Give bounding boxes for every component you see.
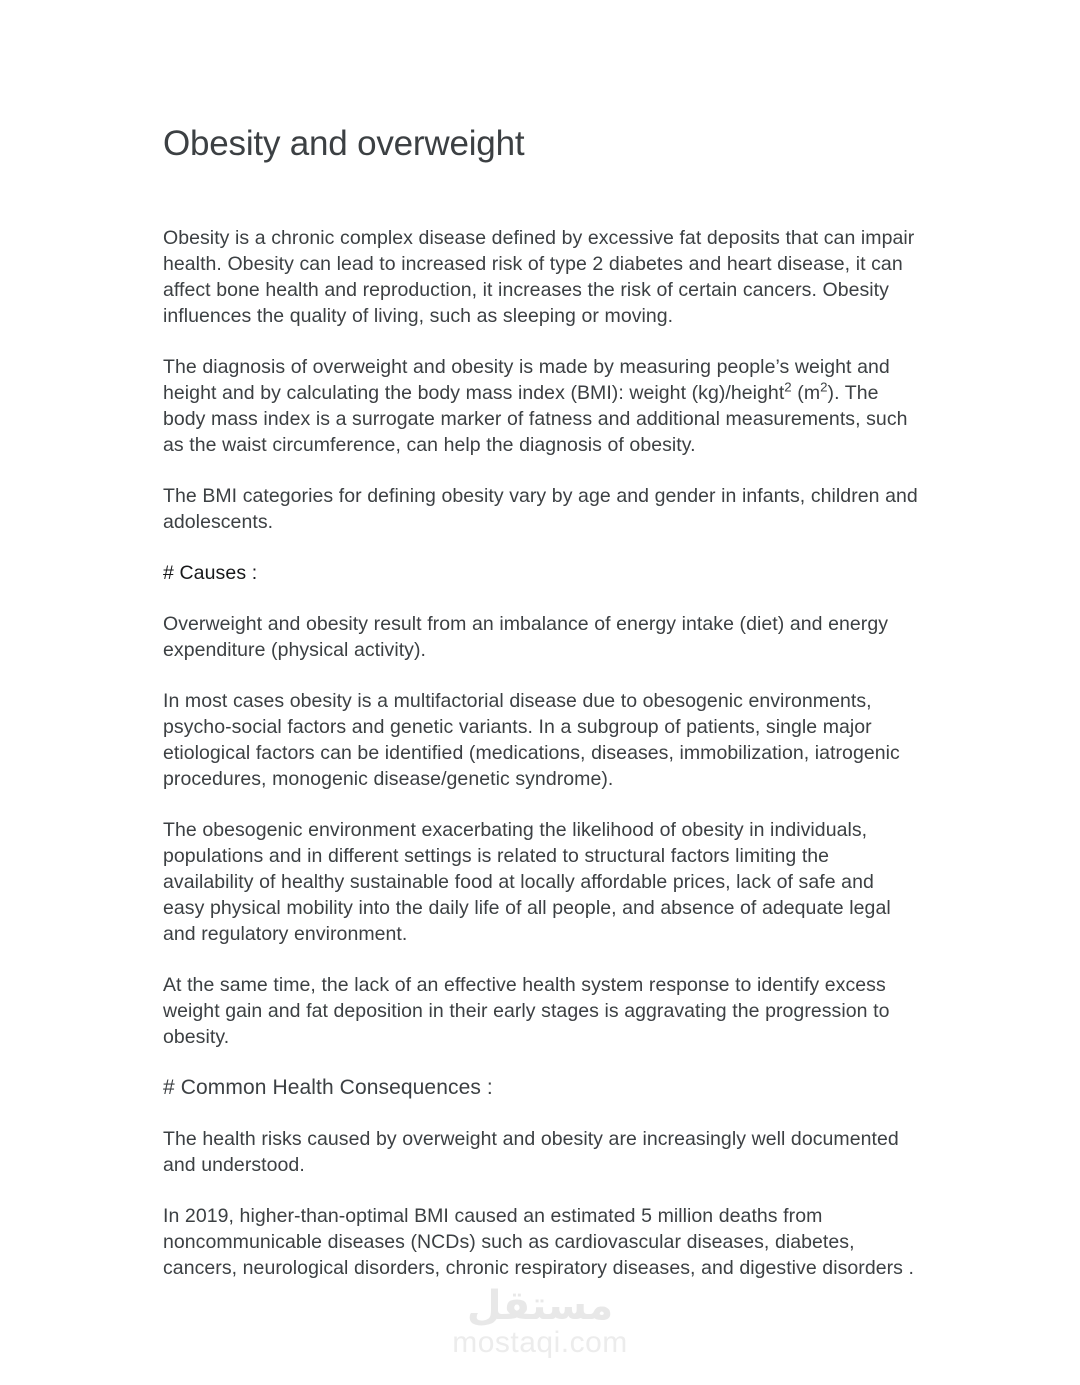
paragraph-definition: Obesity is a chronic complex disease defined by excessive fat deposits that can impair health. Obesity can lead to increased risk of type 2 diabetes and heart disease, it can affect bone health and reproduction, it increases the risk of certain cancers. Obesity influences the quality of living, such as sleeping or moving.: [163, 227, 915, 327]
document-body: [163, 225, 920, 1281]
paragraph-2019-deaths: In 2019, higher-than-optimal BMI caused an estimated 5 million deaths from noncommunicable diseases (NCDs) such as cardiovascular diseases, diabetes, cancers, neurological disorders, chronic respiratory diseases, and digestive disorders .: [163, 1205, 914, 1279]
watermark: [0, 1283, 1080, 1359]
heading-common-health-consequences: # Common Health Consequences :: [163, 1076, 493, 1099]
paragraph-health-risks-documented: The health risks caused by overweight and obesity are increasingly well documented and understood.: [163, 1128, 899, 1176]
paragraph-health-system-response: At the same time, the lack of an effective health system response to identify excess weight gain and fat deposition in their early stages is aggravating the progression to obesity.: [163, 974, 890, 1048]
page-title: Obesity and overweight: [163, 124, 525, 163]
heading-causes: # Causes :: [163, 562, 258, 584]
watermark-arabic-text: مستقل: [466, 1283, 614, 1329]
paragraph-multifactorial: In most cases obesity is a multifactorial disease due to obesogenic environments, psycho-social factors and genetic variants. In a subgroup of patients, single major etiological factors can be identified (medications, diseases, immobilization, iatrogenic procedures, monogenic disease/genetic syndrome).: [163, 690, 900, 790]
paragraph-obesogenic-environment: The obesogenic environment exacerbating the likelihood of obesity in individuals, populations and in different settings is related to structural factors limiting the availability of healthy sustainable food at locally affordable prices, lack of safe and easy physical mobility into the daily life of all people, and absence of adequate legal and regulatory environment.: [163, 819, 891, 945]
paragraph-bmi-categories: The BMI categories for defining obesity vary by age and gender in infants, children and adolescents.: [163, 485, 918, 533]
superscript-two: 2: [784, 379, 792, 395]
paragraph-diagnosis: The diagnosis of overweight and obesity is made by measuring people’s weight and height and by calculating the body mass index (BMI): weight (kg)/height$^2$ $(m^2)$. The body mass index is a surrogate marker of fatness and additional measurements, such as the waist circumference, can help the diagnosis of obesity.: [163, 356, 908, 456]
watermark-domain-text: mostaqi.com: [452, 1326, 628, 1359]
paragraph-energy-imbalance: Overweight and obesity result from an imbalance of energy intake (diet) and energy expenditure (physical activity).: [163, 613, 889, 661]
superscript-two: 2: [820, 379, 828, 395]
